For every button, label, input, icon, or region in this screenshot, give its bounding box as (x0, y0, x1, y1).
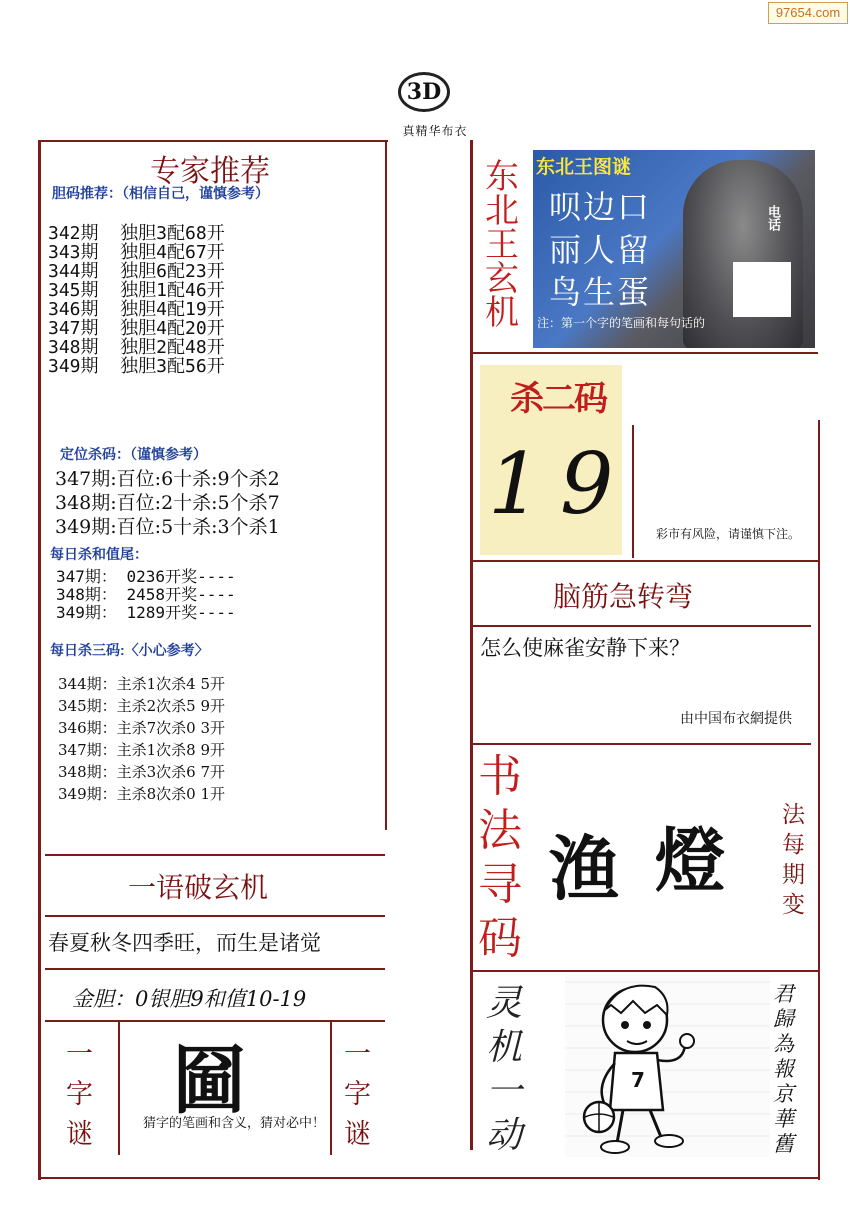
logo-subtitle: 真精华布衣 (402, 124, 468, 138)
bottom-right-char: 報 (773, 1057, 794, 1081)
bottom-vertical-right (773, 982, 794, 1157)
expert-row: 347期 独胆4配20开 (48, 318, 225, 339)
one-phrase-title: 一语破玄机 (128, 871, 269, 904)
calligraphy-bottom-line (473, 970, 818, 972)
dongbei-title-char: 机 (485, 293, 519, 333)
positional-row: 348期:百位:2十杀:5个杀7 (55, 492, 280, 514)
positional-rows (55, 467, 280, 539)
bottom-right-char: 歸 (773, 1007, 794, 1031)
riddle-right-char: 字 (344, 1079, 371, 1110)
riddle-right-label (344, 1035, 371, 1155)
calligraphy-vertical-title (478, 750, 522, 966)
kill-two-bottom-line (473, 560, 818, 562)
calligraphy-side-text (782, 800, 805, 920)
bottom-right-char: 舊 (773, 1132, 794, 1156)
dongbei-phone-label: 电话 (765, 205, 780, 231)
calligraphy-char: 渔 (549, 827, 619, 910)
bottom-left-char: 灵 (486, 983, 523, 1024)
positional-row: 347期:百位:6十杀:9个杀2 (55, 468, 280, 490)
daily-kill-three-row: 344期：主杀1次杀4 5开 (58, 675, 226, 693)
bottom-left-char: 动 (486, 1115, 523, 1156)
frame-top-left (38, 140, 388, 142)
daily-kill-sum-row: 349期： 1289开奖---- (56, 603, 236, 622)
brain-title: 脑筋急转弯 (553, 580, 694, 613)
bottom-right-char: 華 (773, 1107, 794, 1131)
expert-row: 343期 独胆4配67开 (48, 242, 225, 263)
calligraphy-side-char: 变 (782, 892, 805, 918)
expert-row: 349期 独胆3配56开 (48, 356, 225, 377)
cartoon-boy-illustration (565, 975, 770, 1157)
riddle-right-divider (330, 1020, 332, 1155)
expert-row: 344期 独胆6配23开 (48, 261, 225, 282)
dongbei-title-char: 北 (485, 191, 519, 231)
calligraphy-side-char: 每 (782, 832, 805, 858)
expert-rows (48, 224, 225, 376)
frame-bottom (38, 1177, 820, 1179)
riddle-left-char: 谜 (66, 1119, 93, 1150)
riddle-right-char: 谜 (344, 1119, 371, 1150)
riddle-left-divider (118, 1020, 120, 1155)
expert-subtitle: 胆码推荐：（相信自己，谨慎参考） (52, 185, 269, 201)
calligraphy-title-char: 法 (478, 805, 522, 856)
riddle-left-char: 一 (66, 1039, 93, 1070)
riddle-left-char: 字 (66, 1079, 93, 1110)
dongbei-image-header: 东北王图谜 (536, 156, 632, 178)
daily-kill-sum-row: 348期： 2458开奖---- (56, 585, 236, 604)
expert-row: 342期 独胆3配68开 (48, 223, 225, 244)
expert-row: 346期 独胆4配19开 (48, 299, 225, 320)
kill-two-title: 杀二码 (510, 379, 606, 419)
daily-kill-three-row: 345期：主杀2次杀5 9开 (58, 697, 226, 715)
bottom-left-char: 一 (486, 1071, 523, 1112)
daily-kill-sum-row: 347期： 0236开奖---- (56, 567, 236, 586)
dongbei-note: 注：第一个字的笔画和每句话的 (537, 316, 706, 330)
bottom-left-char: 机 (486, 1027, 523, 1068)
expert-row: 348期 独胆2配48开 (48, 337, 225, 358)
daily-kill-sum-title: 每日杀和值尾： (50, 546, 148, 562)
riddle-left-label (66, 1035, 93, 1155)
dongbei-title-char: 王 (485, 225, 519, 265)
daily-kill-three-row: 347期：主杀1次杀8 9开 (58, 741, 226, 759)
daily-kill-three-rows (58, 673, 225, 805)
daily-kill-three-row: 348期：主杀3次杀6 7开 (58, 763, 226, 781)
kill-two-digit: 1 (488, 435, 542, 533)
brain-bottom-line (473, 743, 811, 745)
daily-kill-three-title: 每日杀三码:〈小心参考〉 (50, 642, 209, 658)
positional-title: 定位杀码：（谨慎参考） (60, 446, 207, 462)
daily-kill-three-row: 346期：主杀7次杀0 3开 (58, 719, 226, 737)
calligraphy-side-char: 期 (782, 862, 805, 888)
calligraphy-title-char: 寻 (478, 859, 522, 910)
expert-row: 345期 独胆1配46开 (48, 280, 225, 301)
dongbei-blank-box (733, 262, 791, 317)
frame-right-edge (818, 420, 820, 1180)
kill-two-risk: 彩市有风险，请谨慎下注。 (656, 527, 801, 541)
bottom-right-char: 君 (773, 982, 794, 1006)
gold-top-line (45, 968, 385, 970)
dongbei-vertical-title (485, 157, 519, 333)
one-phrase-mid-line (45, 915, 385, 917)
kill-two-right-line (632, 425, 634, 558)
brain-question: 怎么使麻雀安静下来？ (480, 636, 690, 660)
site-watermark[interactable]: 97654.com (768, 2, 848, 24)
one-phrase-top-line (45, 854, 385, 856)
kill-two-box (480, 365, 622, 555)
gold-line: 金胆：0银胆9和值10-19 (72, 987, 307, 1011)
frame-right-col-left (470, 140, 473, 1150)
jersey-number: 7 (631, 1068, 645, 1092)
dongbei-bottom-line (473, 352, 818, 354)
positional-row: 349期:百位:5十杀:3个杀1 (55, 516, 280, 538)
one-phrase-text: 春夏秋冬四季旺，而生是诸觉 (48, 931, 321, 955)
calligraphy-image (535, 795, 780, 915)
brain-source: 由中国布衣網提供 (680, 711, 792, 727)
calligraphy-title-char: 码 (478, 913, 522, 964)
frame-left (38, 140, 41, 1180)
kill-two-digit: 9 (560, 435, 614, 533)
bottom-vertical-left (486, 982, 522, 1158)
dongbei-title-char: 玄 (485, 259, 519, 299)
riddle-character: 圙 (172, 1038, 246, 1124)
daily-kill-sum-rows (56, 568, 236, 622)
frame-col-divider (385, 140, 387, 830)
dongbei-riddle-image (533, 150, 815, 348)
expert-title: 专家推荐 (150, 154, 270, 189)
calligraphy-side-char: 法 (782, 802, 805, 828)
brain-title-line (473, 625, 811, 627)
bottom-right-char: 為 (773, 1032, 794, 1056)
dongbei-line: 丽人留 (549, 231, 652, 269)
dongbei-title-char: 东 (485, 157, 519, 197)
riddle-right-char: 一 (344, 1039, 371, 1070)
bottom-right-char: 京 (773, 1082, 794, 1106)
cartoon-image (565, 975, 770, 1157)
logo-3d: 3D (398, 72, 450, 112)
calligraphy-char: 燈 (655, 819, 725, 902)
dongbei-line: 鸟生蛋 (549, 273, 652, 311)
riddle-hint: 猜字的笔画和含义，猜对必中！ (143, 1116, 326, 1131)
dongbei-line: 呗边口 (549, 188, 652, 226)
daily-kill-three-row: 349期：主杀8次杀0 1开 (58, 785, 226, 803)
calligraphy-title-char: 书 (478, 751, 522, 802)
